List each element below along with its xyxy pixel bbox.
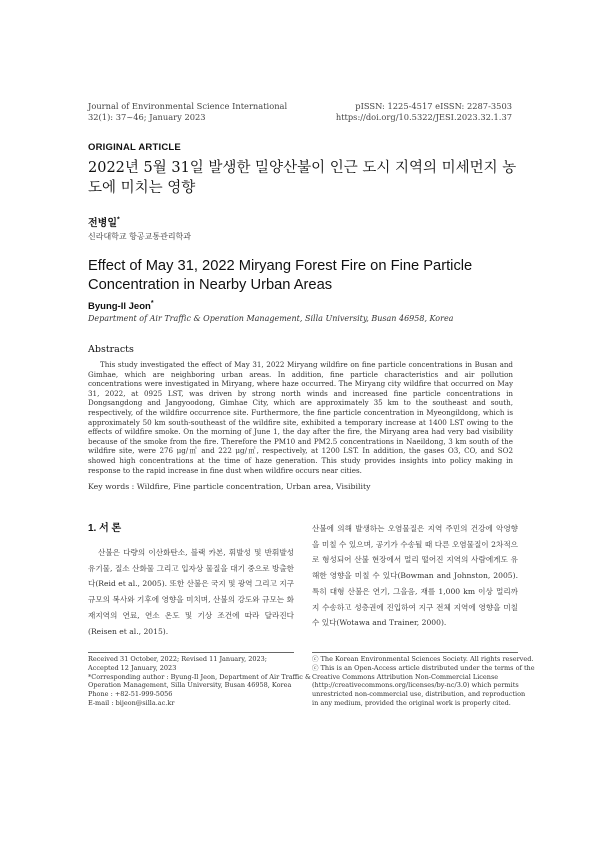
footnote-divider-right [312,652,518,653]
keywords: Key words : Wildfire, Fine particle concentration, Urban area, Visibility [88,482,371,491]
journal-header [88,101,287,123]
title-english: Effect of May 31, 2022 Miryang Forest Fire on Fine Particle Concentration in Nearby Urban Areas [88,258,473,293]
intro-right-column: 산불에 의해 발생하는 오염물질은 지역 주민의 건강에 악영향을 미칠 수 있으며, 공기가 수송될 때 다른 오염물질이 2차적으로 형성되어 산불 현장에서 멀리 떨어진 지역의 사람에게도 유해한 영향을 미칠 수 있다(Bowman and Johnston, 2005). 특히 대형 산불은 연기, 그을음, 재를 1,000 km 이상 멀리까지 수송하고 성층권에 진입하여 지구 전체 지역에 영향을 미칠 수 있다(Wotawa and Trainer, 2000). [312,524,518,628]
author-english [88,300,154,312]
affiliation-korean: 신라대학교 항공교통관리학과 [88,232,192,241]
footnote-line: Phone : +82-51-999-5056 [88,690,173,699]
section-heading: 1. 서 론 [88,523,122,534]
footnote-line: ⓒ This is an Open-Access article distributed under the terms of the [312,663,535,672]
abstract-body: This study investigated the effect of May 31, 2022 Miryang wildfire on fine particle concentrations in Busan and Gimhae, which are neighboring urban areas. In addition, fine particle characteristics and air pollution concentrations were investigated in Miryang, where haze occurred. The Miryang city wildfire that occurred on May 31, 2022, at 0925 LST, was driven by strong north winds and increased fine particle concentrations in Dongsangdong and Jangyoodong, Gimhae City, which are approximately 35 km to the southeast and south, respectively, of the wildfire occurrence site. Furthermore, the fine particle concentration in Myeongildong, which is approximately 50 km south-southeast of the wildfire site, exhibited a temporary increase at 1400 LST owing to the effects of wildfire smoke. On the morning of June 1, the day after the fire, the Miryang area had very bad visibility because of the smoke from the fire. Therefore the PM10 and PM2.5 concentrations in Naeildong, 3 km south of the wildfire site, were 276 μg/㎥ and 222 μg/㎥, respectively, at 1200 LST. In addition, the gases O3, CO, and SO2 showed high concentrations at the time of haze generation. This study provides insights into policy making in response to the rapid increase in fine dust when wildfire occurs near cities. [88,360,513,475]
footnote-line: *Corresponding author : Byung-Il Jeon, Department of Air Traffic & [88,672,311,681]
email-link[interactable]: E-mail : bijeon@silla.ac.kr [88,698,175,707]
issn-text: pISSN: 1225-4517 eISSN: 2287-3503 [355,101,512,111]
footnote-line: Accepted 12 January, 2023 [88,663,177,672]
footnote-line: Operation Management, Silla University, Busan 46958, Korea [88,681,292,690]
corresponding-mark-en: * [150,300,154,307]
journal-issue: 32(1): 37~46; January 2023 [88,112,206,122]
author-korean [88,214,120,229]
footnote-license [312,655,535,708]
journal-name: Journal of Environmental Science International [88,101,288,111]
footnote-received [88,655,311,708]
author-name-en: Byung-Il Jeon [88,301,151,313]
doi-link[interactable]: https://doi.org/10.5322/JESI.2023.32.1.37 [335,112,512,122]
issn-header [336,101,512,123]
title-korean: 2022년 5월 31일 발생한 밀양산불이 인근 도시 지역의 미세먼지 농도에 미치는 영향 [88,160,517,196]
affiliation-english: Department of Air Traffic & Operation Management, Silla University, Busan 46958, Korea [88,314,454,323]
article-type: ORIGINAL ARTICLE [88,142,181,153]
author-name-ko: 전병일 [88,218,117,229]
footnote-divider-left [88,652,294,653]
footnote-line: unrestricted non-commercial use, distribution, and reproduction [312,690,526,699]
abstract-heading: Abstracts [88,344,134,355]
footnote-line: Received 31 October, 2022; Revised 11 January, 2023; [88,655,267,663]
corresponding-mark: * [116,216,120,224]
license-link[interactable]: (http://creativecommons.org/licenses/by-nc/3.0) which permits [312,681,519,690]
footnote-line: in any medium, provided the original work is properly cited. [312,698,511,707]
footnote-line: ⓒ The Korean Environmental Sciences Society. All rights reserved. [312,655,534,663]
intro-left-column: 산불은 다량의 이산화탄소, 블랙 카본, 휘발성 및 반휘발성 유기물, 질소 산화물 그리고 입자상 물질을 대기 중으로 방출한다(Reid et al., 2005). 또한 산불은 국지 및 광역 그리고 지구 규모의 복사와 기후에 영향을 미치며, 산불의 강도와 규모는 화재지역의 연료, 연소 온도 및 기상 조건에 따라 달라진다(Reisen et al., 2015). [88,548,295,636]
footnote-line: Creative Commons Attribution Non-Commercial License [312,672,499,681]
